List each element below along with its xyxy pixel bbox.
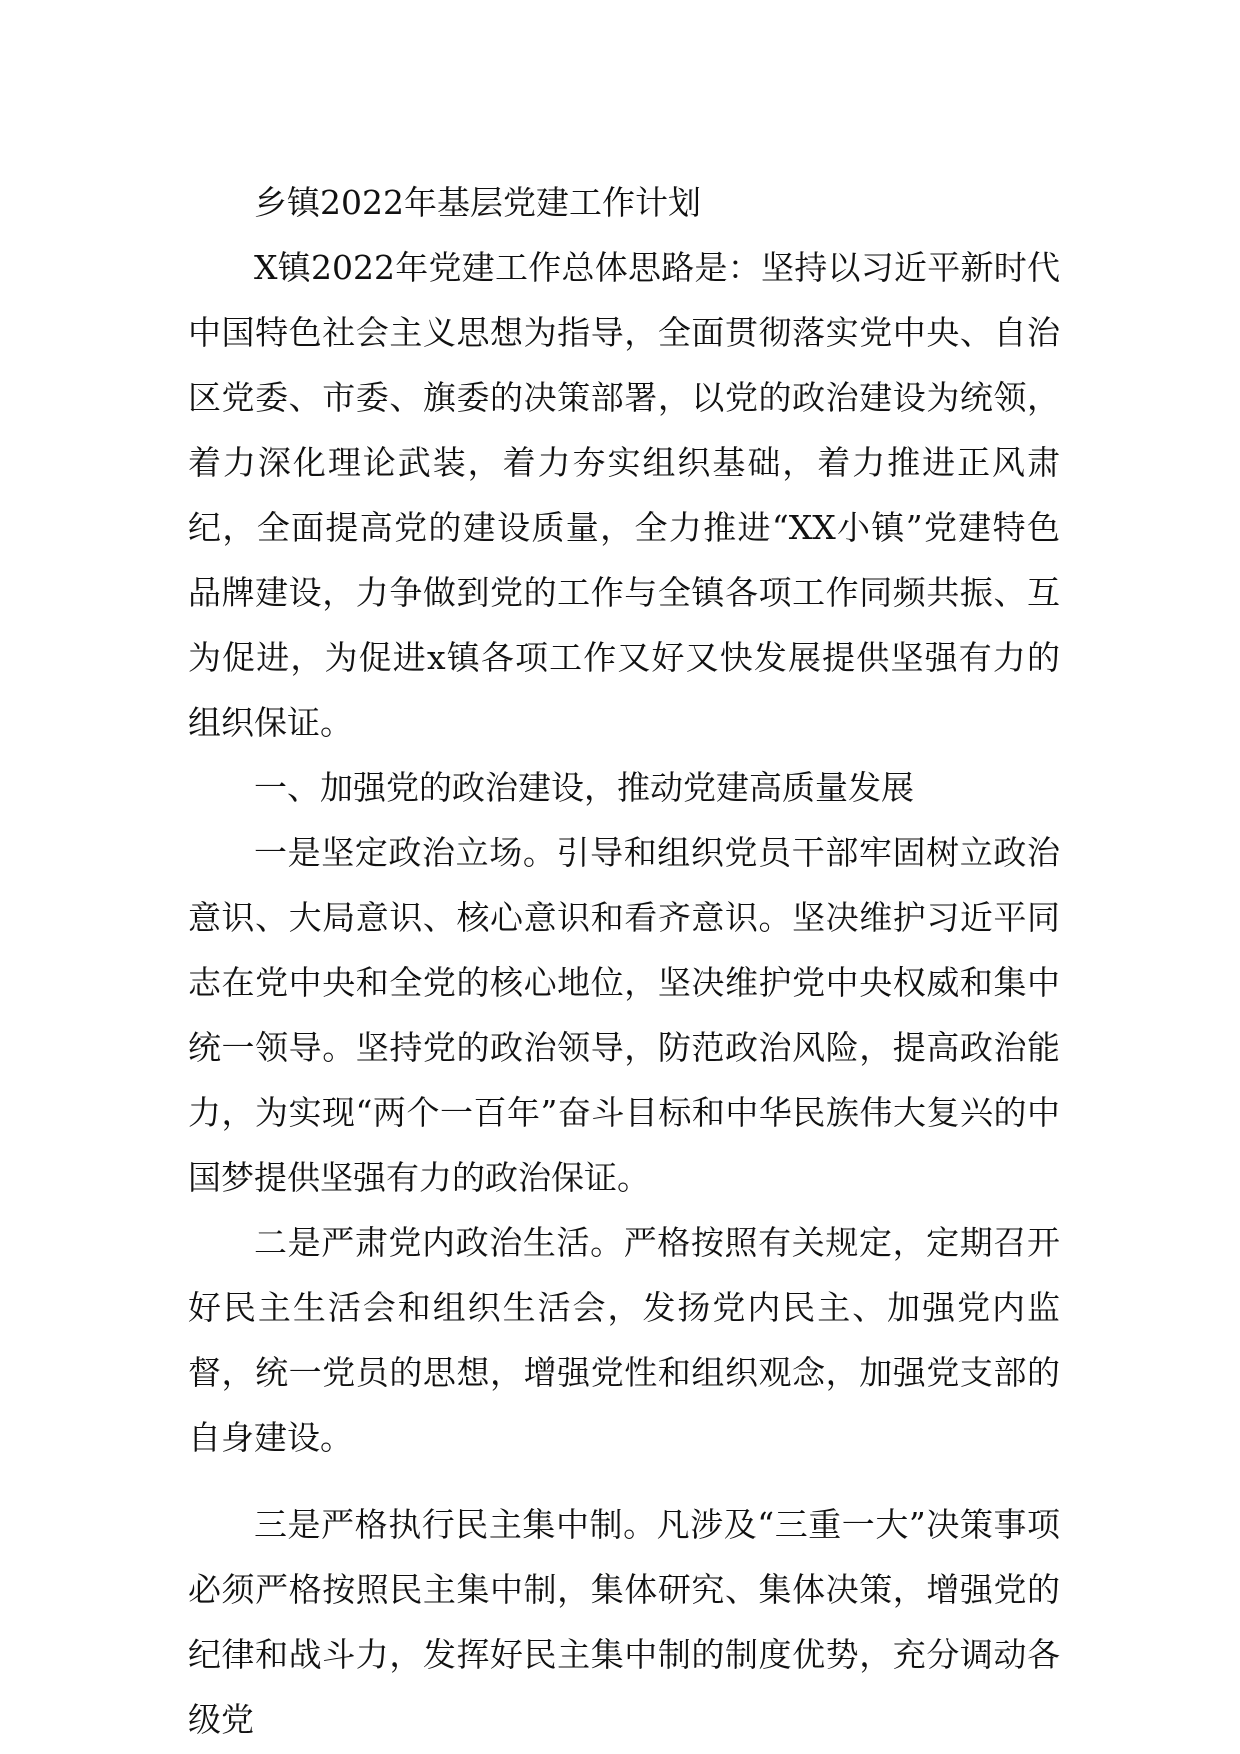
document-body bbox=[188, 170, 1060, 1752]
document-title: 乡镇2022年基层党建工作计划 bbox=[254, 183, 701, 222]
paragraph-political-stance: 一是坚定政治立场。引导和组织党员干部牢固树立政治意识、大局意识、核心意识和看齐意识。坚决维护习近平同志在党中央和全党的核心地位，坚决维护党中央权威和集中统一领导。坚持党的政治领导，防范政治风险，提高政治能力，为实现“两个一百年”奋斗目标和中华民族伟大复兴的中国梦提供坚强有力的政治保证。 bbox=[188, 833, 1060, 1197]
paragraph-democratic-centralism: 三是严格执行民主集中制。凡涉及“三重一大”决策事项必须严格按照民主集中制，集体研究、集体决策，增强党的纪律和战斗力，发挥好民主集中制的制度优势，充分调动各级党 bbox=[188, 1505, 1060, 1739]
paragraph-overview: X镇2022年党建工作总体思路是：坚持以习近平新时代中国特色社会主义思想为指导，全面贯彻落实党中央、自治区党委、市委、旗委的决策部署，以党的政治建设为统领，着力深化理论武装，着力夯实组织基础，着力推进正风肃纪，全面提高党的建设质量，全力推进“XX小镇”党建特色品牌建设，力争做到党的工作与全镇各项工作同频共振、互为促进，为促进x镇各项工作又好又快发展提供坚强有力的组织保证。 bbox=[188, 248, 1060, 742]
paragraph-political-life: 二是严肃党内政治生活。严格按照有关规定，定期召开好民主生活会和组织生活会，发扬党内民主、加强党内监督，统一党员的思想，增强党性和组织观念，加强党支部的自身建设。 bbox=[188, 1223, 1060, 1457]
section-heading-1: 一、加强党的政治建设，推动党建高质量发展 bbox=[254, 768, 914, 807]
